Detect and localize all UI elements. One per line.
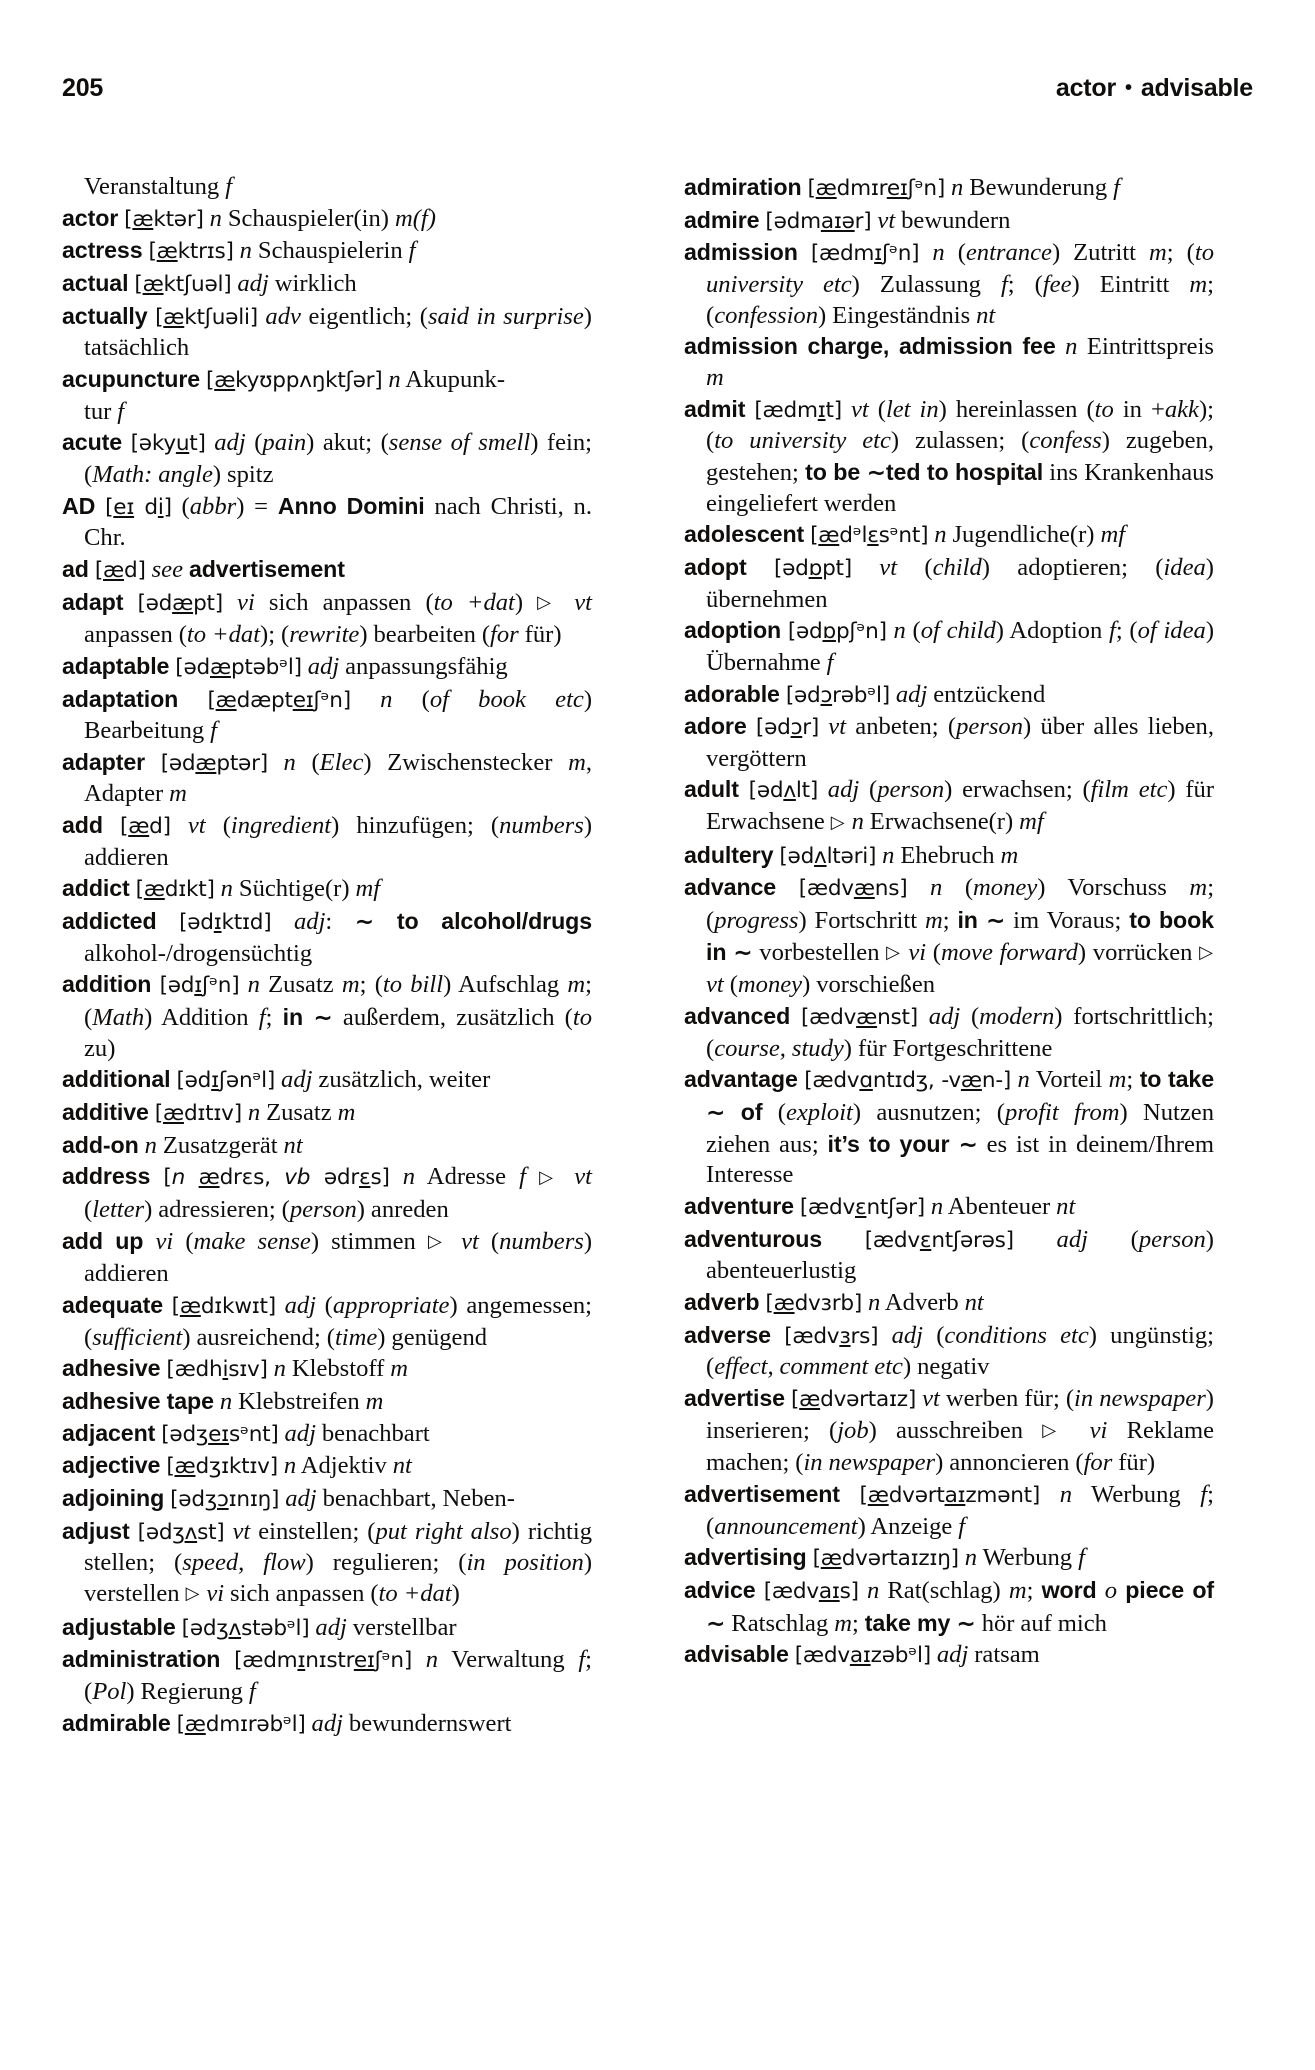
dictionary-entry: admiration [ædmɪreɪʃᵊn] n Bewunderung f bbox=[684, 174, 1120, 201]
entry-continuation: Veranstaltung f bbox=[84, 173, 233, 200]
dictionary-entry: adolescent [ædᵊlɛsᵊnt] n Jugendliche(r) mf bbox=[684, 521, 1126, 549]
dictionary-entry: admission [ædmɪʃᵊn] n (entrance) Zutritt m; (to university etc) Zulassung f; (fee) Eintritt m; (confession) Eingeständnis nt bbox=[684, 239, 1214, 329]
dictionary-entry: advice [ædvaɪs] n Rat(schlag) m; word o piece of ~ Ratschlag m; take my ~ hör auf mich bbox=[684, 1576, 1215, 1637]
dictionary-entry: addicted [ədɪktɪd] adj: ~ to alcohol/drugs alkohol-/drogensüchtig bbox=[62, 908, 593, 967]
dictionary-entry: actor [æktər] n Schauspieler(in) m(f) bbox=[62, 204, 436, 232]
dictionary-entry: advertising [ædvərtaɪzɪŋ] n Werbung f bbox=[684, 1544, 1085, 1572]
dictionary-entry: add up vi (make sense) stimmen ▷ vt (numbers) addieren bbox=[62, 1227, 593, 1288]
dictionary-entry: adult [ədʌlt] adj (person) erwachsen; (film etc) für Erwachsene ▷ n Erwachsene(r) mf bbox=[684, 776, 1215, 836]
page-number: 205 bbox=[62, 74, 104, 102]
dictionary-entry: adjust [ədʒʌst] vt einstellen; (put right also) richtig stellen; (speed, flow) regulieren; (in position) verstellen ▷ vi sich anpassen (to +dat) bbox=[62, 1517, 593, 1607]
dictionary-entry: ad [æd] see advertisement bbox=[62, 555, 345, 583]
dictionary-entry: adhesive tape n Klebstreifen m bbox=[62, 1387, 384, 1415]
dictionary-entry: adaptation [ædæpteɪʃᵊn] n (of book etc) Bearbeitung f bbox=[62, 685, 593, 745]
guide-word-first: actor bbox=[1055, 74, 1117, 102]
dictionary-entry: additive [ædɪtɪv] n Zusatz m bbox=[62, 1099, 356, 1127]
dictionary-entry: advantage [ædvɑntɪdʒ, -væn-] n Vorteil m; to take ~ of (exploit) ausnutzen; (profit from) Nutzen ziehen aus; it’s to your ~ es ist in deinem/Ihrem Interesse bbox=[684, 1066, 1214, 1189]
dictionary-entry: advisable [ædvaɪzəbᵊl] adj ratsam bbox=[684, 1641, 1040, 1669]
dictionary-entry: adopt [ədɒpt] vt (child) adoptieren; (idea) übernehmen bbox=[684, 553, 1214, 613]
dictionary-entry: adjoining [ədʒɔɪnɪŋ] adj benachbart, Neben- bbox=[62, 1484, 515, 1512]
dictionary-entry: addition [ədɪʃᵊn] n Zusatz m; (to bill) Aufschlag m; (Math) Addition f; in ~ außerdem, zusätzlich (to zu) bbox=[62, 971, 593, 1062]
dictionary-entry: adequate [ædɪkwɪt] adj (appropriate) angemessen; (sufficient) ausreichend; (time) genügend bbox=[62, 1291, 592, 1351]
dictionary-entry: adverse [ædvɜrs] adj (conditions etc) ungünstig; (effect, comment etc) negativ bbox=[684, 1321, 1215, 1381]
column-container bbox=[0, 172, 1315, 1740]
dictionary-entry: address [n ædrɛs, vb ədrɛs] n Adresse f ▷ vt (letter) adressieren; (person) anreden bbox=[62, 1163, 593, 1223]
dictionary-entry: adoption [ədɒpʃᵊn] n (of child) Adoption f; (of idea) Übernahme f bbox=[684, 617, 1215, 676]
dictionary-entry: adapt [ədæpt] vi sich anpassen (to +dat) ▷ vt anpassen (to +dat); (rewrite) bearbeiten (for für) bbox=[62, 588, 592, 649]
dictionary-entry: acupuncture [ækyʊppʌŋktʃər] n Akupunk- tur f bbox=[62, 365, 506, 425]
dictionary-entry: adultery [ədʌltəri] n Ehebruch m bbox=[684, 841, 1019, 869]
guide-word-last: advisable bbox=[1140, 74, 1253, 102]
dictionary-entry: adventure [ædvɛntʃər] n Abenteuer nt bbox=[684, 1193, 1076, 1220]
dictionary-entry: adverb [ædvɜrb] n Adverb nt bbox=[684, 1288, 984, 1316]
guide-word-separator-icon: • bbox=[1125, 77, 1132, 99]
dictionary-entry: adventurous [ædvɛntʃərəs] adj (person) abenteuerlustig bbox=[684, 1225, 1214, 1285]
dictionary-entry: adorable [ədɔrəbᵊl] adj entzückend bbox=[684, 680, 1046, 708]
dictionary-entry: acute [əkyut] adj (pain) akut; (sense of smell) fein; (Math: angle) spitz bbox=[62, 429, 593, 488]
dictionary-entry: adhesive [ædhisɪv] n Klebstoff m bbox=[62, 1355, 409, 1383]
dictionary-entry: additional [ədɪʃənᵊl] adj zusätzlich, weiter bbox=[62, 1066, 491, 1094]
running-head bbox=[62, 74, 1253, 108]
dictionary-entry: actress [æktrɪs] n Schauspielerin f bbox=[62, 237, 416, 265]
dictionary-entry: add [æd] vt (ingredient) hinzufügen; (numbers) addieren bbox=[62, 812, 593, 871]
dictionary-entry: advertisement [ædvərtaɪzmənt] n Werbung f; (announcement) Anzeige f bbox=[684, 1480, 1214, 1540]
dictionary-entry: adapter [ədæptər] n (Elec) Zwischenstecker m, Adapter m bbox=[62, 748, 593, 808]
dictionary-entry: actually [æktʃuəli] adv eigentlich; (said in surprise) tatsächlich bbox=[62, 302, 592, 362]
column-left bbox=[62, 172, 592, 1740]
dictionary-entry: advance [ædvæns] n (money) Vorschuss m; (progress) Fortschritt m; in ~ im Voraus; to book in ~ vorbestellen ▷ vi (move forward) vorrücken ▷ vt (money) vorschießen bbox=[684, 874, 1215, 999]
dictionary-entry: advertise [ædvərtaɪz] vt werben für; (in newspaper) inserieren; (job) ausschreiben ▷ vi Reklame machen; (in newspaper) annoncieren (for für) bbox=[684, 1384, 1214, 1477]
dictionary-entry: advanced [ædvænst] adj (modern) fortschrittlich; (course, study) für Fortgeschrittene bbox=[684, 1003, 1214, 1062]
column-right bbox=[684, 172, 1214, 1740]
dictionary-entry: admire [ədmaɪər] vt bewundern bbox=[684, 206, 1011, 234]
dictionary-entry: addict [ædɪkt] n Süchtige(r) mf bbox=[62, 875, 381, 903]
dictionary-entry: administration [ædmɪnɪstreɪʃᵊn] n Verwaltung f; (Pol) Regierung f bbox=[62, 1646, 593, 1705]
dictionary-entry: admit [ædmɪt] vt (let in) hereinlassen (to in +akk); (to university etc) zulassen; (confess) zugeben, gestehen; to be ~ted to hospital ins Krankenhaus eingeliefert werden bbox=[684, 395, 1215, 517]
dictionary-entry: adjacent [ədʒeɪsᵊnt] adj benachbart bbox=[62, 1419, 430, 1447]
dictionary-entry: actual [æktʃuəl] adj wirklich bbox=[62, 269, 357, 297]
dictionary-entry: admirable [ædmɪrəbᵊl] adj bewundernswert bbox=[62, 1709, 512, 1737]
dictionary-entry: adore [ədɔr] vt anbeten; (person) über alles lieben, vergöttern bbox=[684, 713, 1214, 772]
dictionary-entry: adjustable [ədʒʌstəbᵊl] adj verstellbar bbox=[62, 1613, 457, 1641]
dictionary-entry: AD [eɪ di] (abbr) = Anno Domini nach Christi, n. Chr. bbox=[62, 492, 592, 552]
dictionary-entry: admission charge, admission fee n Eintrittspreis m bbox=[684, 333, 1214, 391]
dictionary-entry: add-on n Zusatzgerät nt bbox=[62, 1131, 303, 1159]
guide-words bbox=[1056, 74, 1253, 103]
dictionary-entry: adjective [ædʒɪktɪv] n Adjektiv nt bbox=[62, 1452, 412, 1480]
dictionary-entry: adaptable [ədæptəbᵊl] adj anpassungsfähig bbox=[62, 652, 508, 680]
